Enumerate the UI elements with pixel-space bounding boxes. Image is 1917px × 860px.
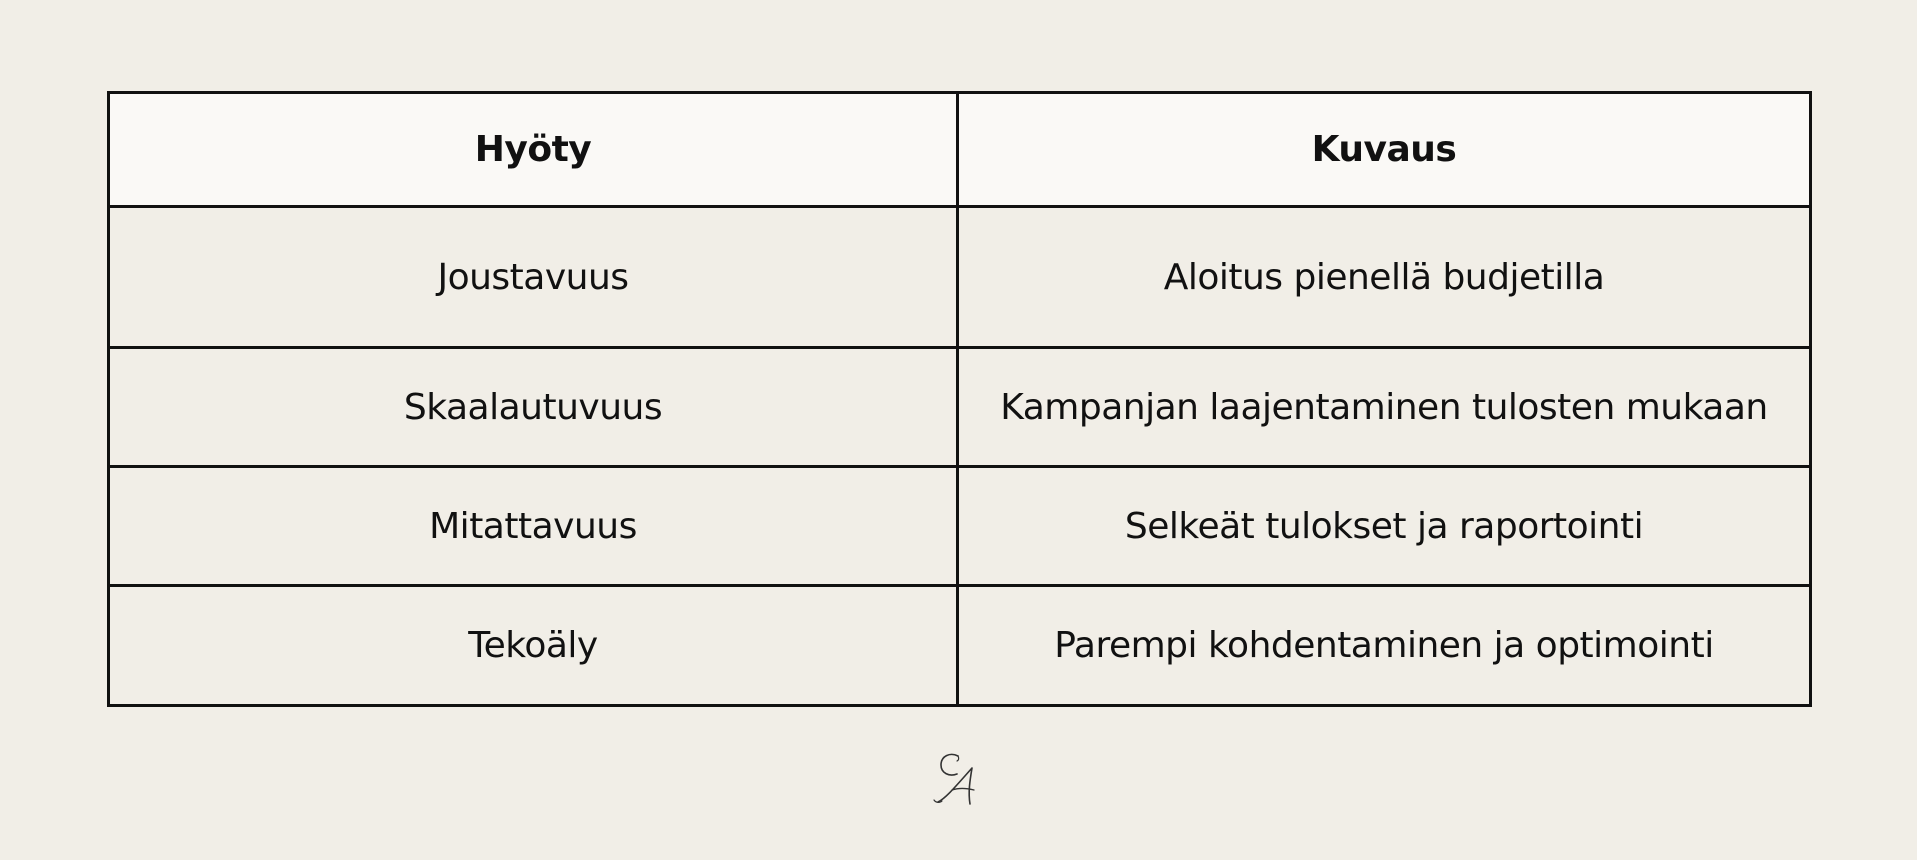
benefit-cell: Tekoäly	[109, 586, 958, 706]
benefits-table-container	[107, 91, 1809, 707]
monogram-logo-icon	[928, 748, 988, 810]
description-cell: Selkeät tulokset ja raportointi	[958, 467, 1811, 586]
header-description: Kuvaus	[958, 93, 1811, 207]
monogram-logo	[928, 748, 988, 810]
description-cell: Aloitus pienellä budjetilla	[958, 207, 1811, 348]
benefit-cell: Joustavuus	[109, 207, 958, 348]
table-row	[109, 586, 1811, 706]
benefits-table	[107, 91, 1812, 707]
table-row	[109, 207, 1811, 348]
description-cell: Kampanjan laajentaminen tulosten mukaan	[958, 348, 1811, 467]
benefit-cell: Skaalautuvuus	[109, 348, 958, 467]
table-row	[109, 348, 1811, 467]
table-row	[109, 467, 1811, 586]
header-benefit: Hyöty	[109, 93, 958, 207]
description-cell: Parempi kohdentaminen ja optimointi	[958, 586, 1811, 706]
table-header-row	[109, 93, 1811, 207]
benefit-cell: Mitattavuus	[109, 467, 958, 586]
